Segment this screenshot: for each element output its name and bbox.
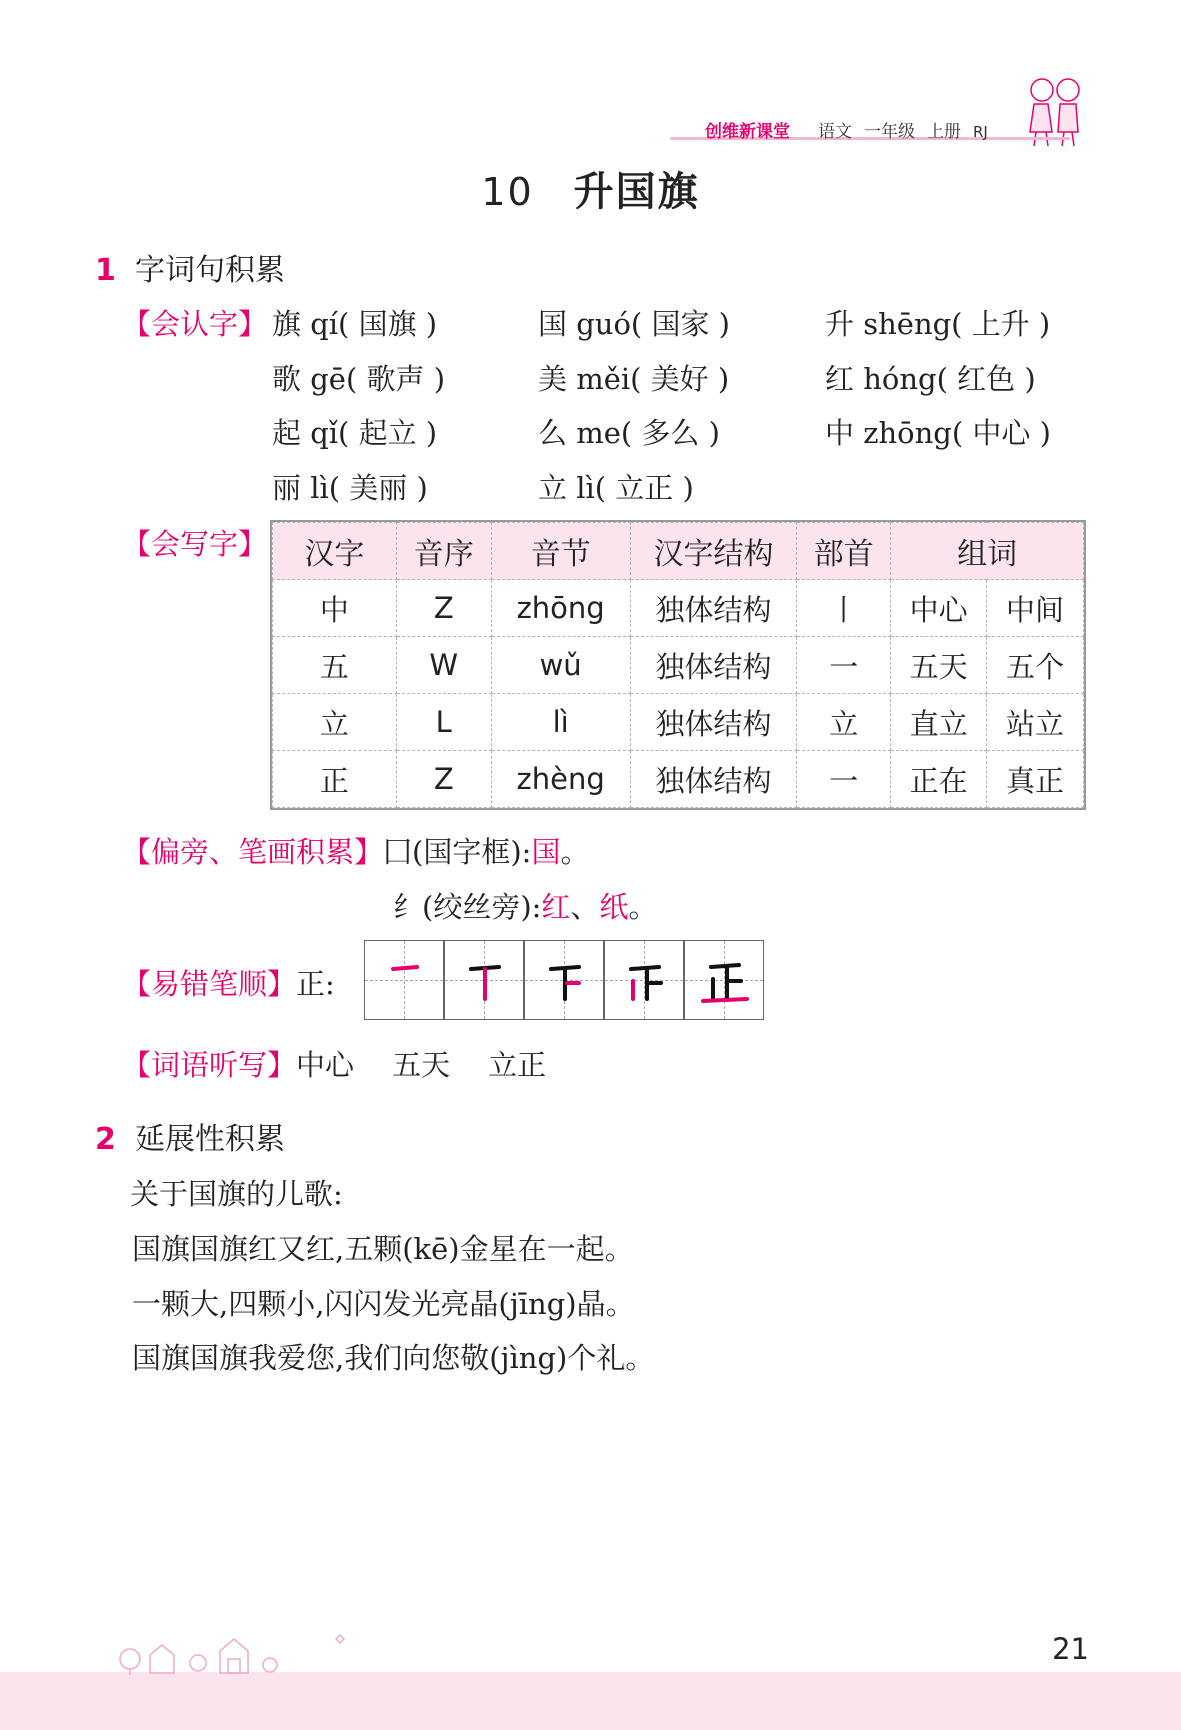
rhyme-line: 一颗大,四颗小,闪闪发光亮晶(jīng)晶。 xyxy=(132,1287,635,1321)
section2-number: 2 xyxy=(95,1122,116,1157)
stroke-step-4 xyxy=(604,940,684,1020)
table-cell: 中心 xyxy=(891,580,987,637)
table-header: 音节 xyxy=(491,523,630,580)
write-chars-table xyxy=(272,522,1084,808)
dictation-label: 词语听写 xyxy=(151,1048,268,1082)
header-meta xyxy=(818,117,1000,142)
radical-2-suffix: 。 xyxy=(628,890,658,924)
recognize-item: 红 hóng( 红色 ) xyxy=(825,362,1036,396)
stroke-step-4-icon xyxy=(605,941,685,1021)
section2-heading xyxy=(95,1114,285,1158)
recognize-item: 起 qǐ( 起立 ) xyxy=(272,416,438,450)
header-subject: 语文 xyxy=(818,122,852,142)
header-brand: 创维新课堂 xyxy=(705,122,790,142)
table-cell: 立 xyxy=(273,694,397,751)
table-cell: 一 xyxy=(797,751,891,808)
radical-2-example-2: 纸 xyxy=(599,890,629,924)
table-row xyxy=(273,637,1084,694)
table-cell: 正在 xyxy=(891,751,987,808)
table-cell: 中 xyxy=(273,580,397,637)
rhyme-intro: 关于国旗的儿歌: xyxy=(130,1177,343,1211)
table-cell: 独体结构 xyxy=(630,694,797,751)
page-title xyxy=(0,160,1181,217)
table-row xyxy=(273,751,1084,808)
header-edition: RJ xyxy=(973,123,988,141)
stroke-step-2 xyxy=(444,940,524,1020)
recognize-item: 丽 lì( 美丽 ) xyxy=(272,471,428,505)
table-cell: 五 xyxy=(273,637,397,694)
table-cell: Z xyxy=(396,580,491,637)
radical-1-example: 国 xyxy=(531,835,561,869)
table-cell: W xyxy=(396,637,491,694)
lesson-number: 10 xyxy=(481,170,534,214)
header-volume: 上册 xyxy=(927,122,961,142)
dictation-word: 五天 xyxy=(392,1048,451,1082)
radical-2-example-1: 红 xyxy=(541,890,571,924)
dictation-word: 中心 xyxy=(296,1048,355,1082)
table-cell: zhōng xyxy=(491,580,630,637)
rhyme-line: 国旗国旗我爱您,我们向您敬(jìng)个礼。 xyxy=(132,1341,655,1375)
footer-decoration xyxy=(110,1625,370,1679)
radical-line-2 xyxy=(393,885,657,926)
write-label-text: 会写字 xyxy=(151,527,239,561)
table-header: 音序 xyxy=(396,523,491,580)
table-cell: wǔ xyxy=(491,637,630,694)
stroke-step-3-icon xyxy=(525,941,605,1021)
table-cell: Z xyxy=(396,751,491,808)
recognize-label: 【会认字】 xyxy=(122,307,268,341)
table-cell: 真正 xyxy=(987,751,1084,808)
page-number: 21 xyxy=(1052,1632,1089,1666)
table-cell: 直立 xyxy=(891,694,987,751)
recognize-item: 歌 gē( 歌声 ) xyxy=(272,362,446,396)
table-cell: zhèng xyxy=(491,751,630,808)
radical-1-prefix: 囗(国字框): xyxy=(383,835,532,869)
table-cell: 中间 xyxy=(987,580,1084,637)
table-cell: 五个 xyxy=(987,637,1084,694)
rhyme-line: 国旗国旗红又红,五颗(kē)金星在一起。 xyxy=(132,1232,634,1266)
table-cell: 五天 xyxy=(891,637,987,694)
recognize-item: 国 guó( 国家 ) xyxy=(538,307,730,341)
footer-band xyxy=(0,1672,1181,1730)
recognize-item: 立 lì( 立正 ) xyxy=(538,471,694,505)
stroke-char: 正: xyxy=(296,967,335,1001)
table-row xyxy=(273,580,1084,637)
table-cell: 独体结构 xyxy=(630,580,797,637)
write-label: 【会写字】 xyxy=(122,527,268,561)
recognize-item: 旗 qí( 国旗 ) xyxy=(272,307,438,341)
stroke-step-2-icon xyxy=(445,941,525,1021)
table-cell: 正 xyxy=(273,751,397,808)
stroke-label: 易错笔顺 xyxy=(151,967,268,1001)
table-cell: 丨 xyxy=(797,580,891,637)
table-header: 汉字 xyxy=(273,523,397,580)
town-illustration-icon xyxy=(110,1625,370,1675)
table-header: 组词 xyxy=(891,523,1084,580)
radical-2-sep: 、 xyxy=(570,890,600,924)
table-header: 部首 xyxy=(797,523,891,580)
recognize-item: 中 zhōng( 中心 ) xyxy=(825,416,1051,450)
radical-label: 偏旁、笔画积累 xyxy=(151,835,355,869)
recognize-item: 美 měi( 美好 ) xyxy=(538,362,730,396)
header-grade: 一年级 xyxy=(864,122,915,142)
table-cell: lì xyxy=(491,694,630,751)
radical-2-prefix: 纟(绞丝旁): xyxy=(393,890,542,924)
radical-1-suffix: 。 xyxy=(560,835,590,869)
table-header: 汉字结构 xyxy=(630,523,797,580)
stroke-step-1-icon xyxy=(365,941,445,1021)
stroke-step-5 xyxy=(684,940,764,1020)
stroke-step-1 xyxy=(364,940,444,1020)
dictation-line: 【词语听写】中心 五天 立正 xyxy=(122,1048,547,1082)
section1-title: 字词句积累 xyxy=(134,253,285,288)
recognize-label-text: 会认字 xyxy=(151,307,239,341)
stroke-order-line: 【易错笔顺】正: xyxy=(122,967,335,1001)
stroke-step-5-icon xyxy=(685,941,765,1021)
table-cell: L xyxy=(396,694,491,751)
table-cell: 一 xyxy=(797,637,891,694)
table-cell: 立 xyxy=(797,694,891,751)
section1-number: 1 xyxy=(95,253,116,288)
section1-heading xyxy=(95,245,285,289)
table-cell: 独体结构 xyxy=(630,751,797,808)
table-row xyxy=(273,694,1084,751)
radical-line-1: 【偏旁、笔画积累】囗(国字框):国。 xyxy=(122,835,590,869)
table-header-row xyxy=(273,523,1084,580)
table-cell: 独体结构 xyxy=(630,637,797,694)
recognize-item: 升 shēng( 上升 ) xyxy=(825,307,1051,341)
section2-title: 延展性积累 xyxy=(134,1122,285,1157)
stroke-step-3 xyxy=(524,940,604,1020)
table-cell: 站立 xyxy=(987,694,1084,751)
lesson-title: 升国旗 xyxy=(573,168,700,215)
recognize-item: 么 me( 多么 ) xyxy=(538,416,720,450)
dictation-word: 立正 xyxy=(488,1048,547,1082)
